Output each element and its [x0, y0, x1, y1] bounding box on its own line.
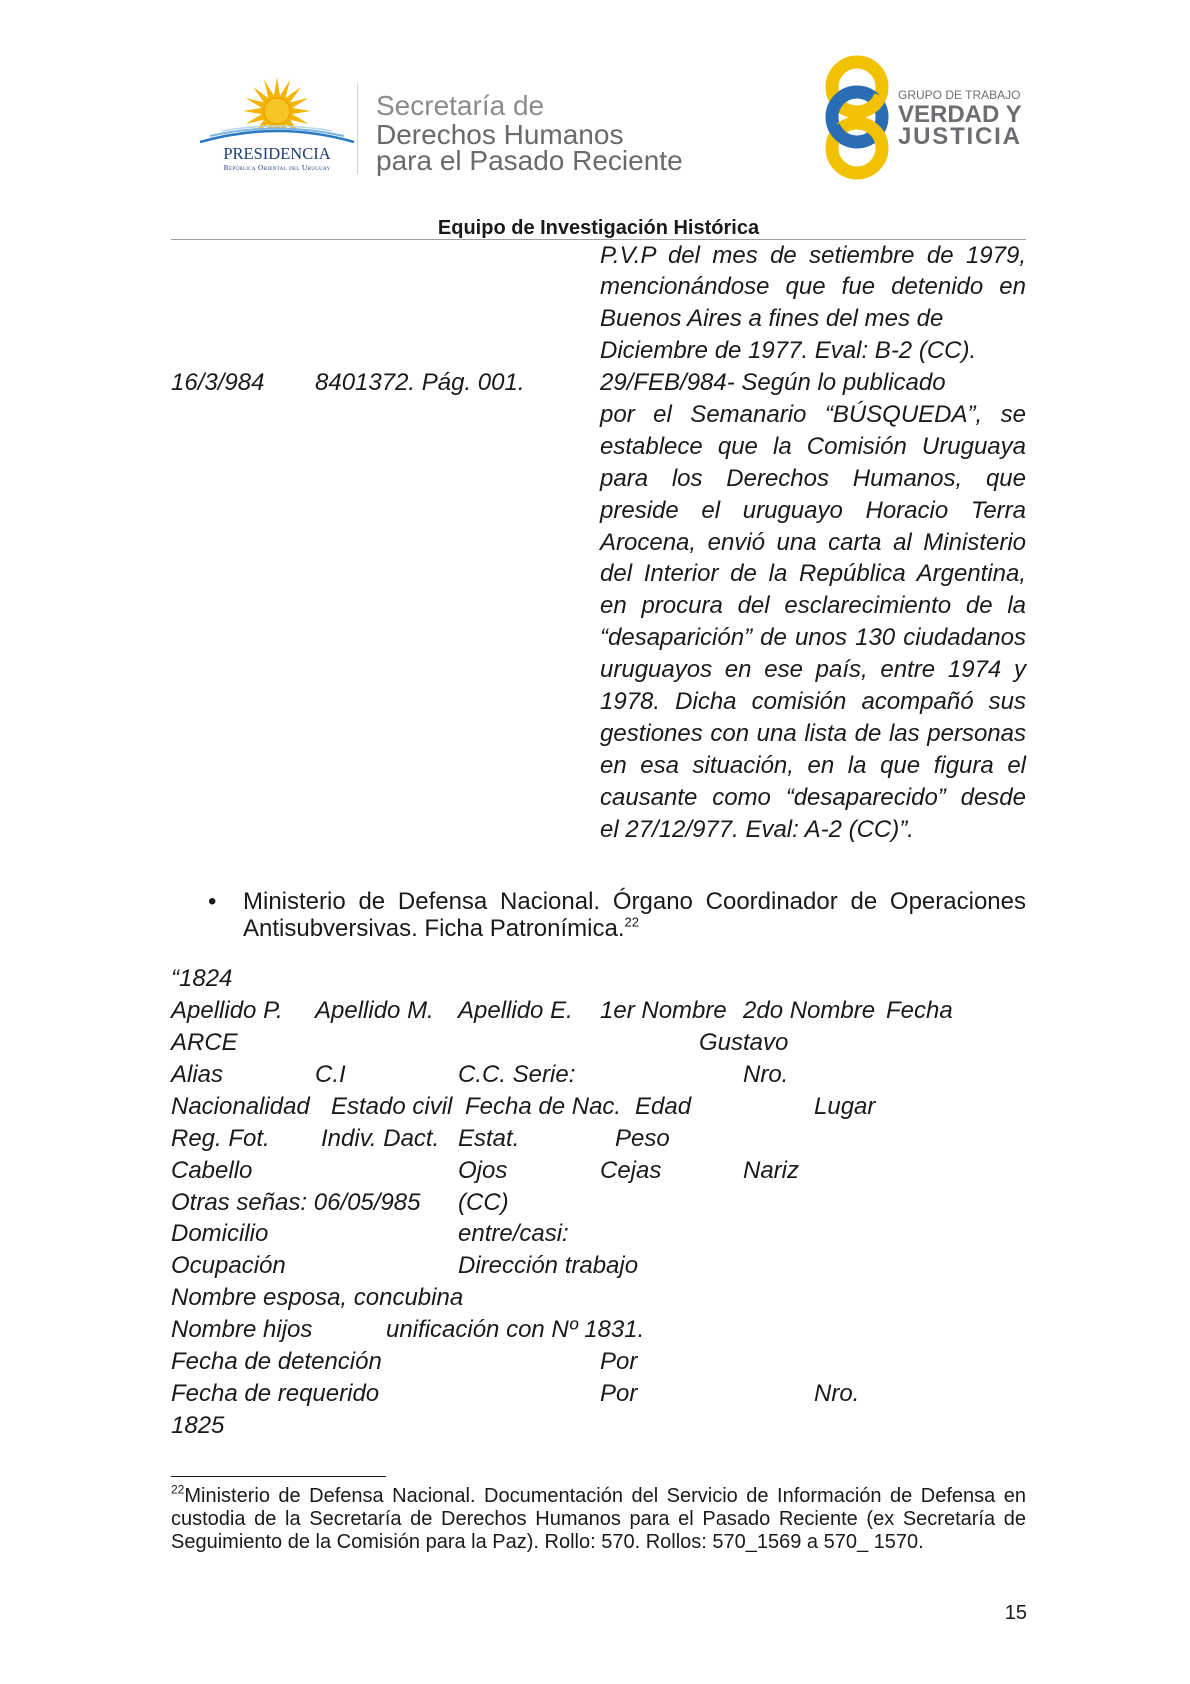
ficha-cell: Lugar: [814, 1092, 876, 1120]
ficha-cell: (CC): [458, 1188, 509, 1216]
bullet-icon: •: [208, 887, 217, 915]
ficha-row: [0, 1059, 1190, 1091]
record-line: gestiones con una lista de las personas: [600, 719, 1026, 747]
ficha-cell: entre/casi:: [458, 1220, 569, 1248]
ficha-cell: Ojos: [458, 1156, 508, 1184]
ficha-row: [0, 963, 1190, 995]
ficha-row: [0, 995, 1190, 1027]
ficha-row: [0, 1187, 1190, 1219]
ficha-cell: Estat.: [458, 1124, 520, 1152]
ficha-cell: Cejas: [600, 1156, 662, 1184]
record-line: Arocena, envió una carta al Ministerio: [600, 528, 1026, 556]
ficha-cell: Nariz: [743, 1156, 800, 1184]
ficha-cell: Domicilio: [171, 1220, 269, 1248]
ficha-cell: C.C. Serie:: [458, 1060, 576, 1088]
grupo-line-2: VERDAD Y: [898, 101, 1022, 128]
footnote-reference: 22: [624, 914, 639, 930]
ficha-cell: unificación con Nº 1831.: [386, 1316, 645, 1344]
grupo-line-1: GRUPO DE TRABAJO: [898, 88, 1021, 102]
footnote: [171, 1482, 1026, 1555]
record-line: “desaparición” de unos 130 ciudadanos: [600, 624, 1026, 652]
record-date: 16/3/984: [171, 369, 265, 397]
ficha-cell: Por: [600, 1379, 638, 1407]
team-title: Equipo de Investigación Histórica: [437, 217, 760, 239]
ficha-cell: Apellido M.: [315, 997, 434, 1025]
ficha-row: [0, 1378, 1190, 1410]
bullet-line-text: Antisubversivas. Ficha Patronímica.: [243, 914, 625, 942]
ficha-cell: 2do Nombre: [743, 997, 876, 1025]
ficha-cell: Nombre esposa, concubina: [171, 1284, 464, 1312]
secretaria-line-3: para el Pasado Reciente: [376, 145, 683, 176]
record-text: [600, 240, 1026, 846]
ficha-cell: Edad: [635, 1092, 692, 1120]
ficha-row: [0, 1091, 1190, 1123]
ficha-row: [0, 1250, 1190, 1282]
footnote-rule: [171, 1476, 386, 1477]
interlocking-rings-logo: [820, 50, 895, 186]
ficha-cell: Ocupación: [171, 1252, 286, 1280]
record-line: Buenos Aires a fines del mes de: [600, 305, 944, 333]
ficha-cell: 1er Nombre: [600, 997, 727, 1025]
grupo-line-3: JUSTICIA: [898, 123, 1022, 150]
record-line: preside el uruguayo Horacio Terra: [600, 496, 1026, 524]
ficha-cell: Nro.: [743, 1060, 789, 1088]
ficha-cell: Fecha de Nac.: [465, 1092, 622, 1120]
ficha-cell: Indiv. Dact.: [321, 1124, 440, 1152]
ficha-cell: Nombre hijos: [171, 1316, 313, 1344]
record-line: en procura del esclarecimiento de la: [600, 592, 1026, 620]
ficha-cell: Dirección trabajo: [458, 1252, 639, 1280]
footnote-line: [171, 1482, 1026, 1508]
ficha-cell: Fecha de requerido: [171, 1379, 380, 1407]
ficha-cell: Gustavo: [699, 1029, 789, 1057]
bullet-line: Ministerio de Defensa Nacional. Órgano Coordinador de Operaciones: [243, 887, 1026, 915]
record-line: por el Semanario “BÚSQUEDA”, se: [600, 400, 1026, 428]
secretaria-line-1: Secretaría de: [376, 90, 545, 121]
ficha-cell: Estado civil: [331, 1092, 453, 1120]
ficha-row: [0, 1027, 1190, 1059]
record-line: causante como “desaparecido” desde: [600, 783, 1026, 811]
bullet-item: [243, 888, 1026, 942]
secretaria-line-2: Derechos Humanos: [376, 119, 624, 150]
ficha-cell: Alias: [171, 1060, 224, 1088]
presidencia-subtitle: República Oriental del Uruguay: [223, 163, 331, 172]
ficha-cell: Apellido E.: [458, 997, 573, 1025]
ficha-row: [0, 1155, 1190, 1187]
ficha-row: [0, 1346, 1190, 1378]
ficha-cell: Nacionalidad: [171, 1092, 310, 1120]
ficha-row: [0, 1218, 1190, 1250]
footnote-number: 22: [171, 1482, 185, 1497]
ficha-row: [0, 1410, 1190, 1442]
header-separator: [357, 84, 358, 174]
ficha-cell: “1824: [171, 965, 233, 993]
footnote-line: custodia de la Secretaría de Derechos Humanos para el Pasado Reciente (ex Secretaría de: [171, 1507, 1026, 1530]
ficha-cell: Cabello: [171, 1156, 253, 1184]
ficha-cell: Fecha de detención: [171, 1347, 382, 1375]
page-number: 15: [1004, 1602, 1027, 1624]
record-line: mencionándose que fue detenido en: [600, 273, 1026, 301]
record-line: 1978. Dicha comisión acompañó sus: [600, 687, 1026, 715]
record-line: el 27/12/977. Eval: A-2 (CC)”.: [600, 815, 914, 843]
record-line: 29/FEB/984- Según lo publicado: [600, 369, 946, 397]
record-line: en esa situación, en la que figura el: [600, 751, 1026, 779]
bullet-line: [243, 915, 1026, 942]
ficha-block: [0, 963, 1190, 1441]
ficha-cell: Reg. Fot.: [171, 1124, 270, 1152]
ficha-cell: C.I: [315, 1060, 346, 1088]
ficha-cell: Apellido P.: [171, 997, 283, 1025]
record-line: P.V.P del mes de setiembre de 1979,: [600, 241, 1026, 269]
record-line: del Interior de la República Argentina,: [600, 560, 1026, 588]
ficha-cell: Otras señas: 06/05/985: [171, 1188, 421, 1216]
record-line: establece que la Comisión Uruguaya: [600, 432, 1026, 460]
presidencia-sun-logo: [196, 74, 358, 148]
ficha-row: [0, 1314, 1190, 1346]
record-line: uruguayos en ese país, entre 1974 y: [600, 656, 1026, 684]
ficha-cell: Por: [600, 1347, 638, 1375]
record-line: Diciembre de 1977. Eval: B-2 (CC).: [600, 337, 977, 365]
record-reference: 8401372. Pág. 001.: [315, 369, 525, 397]
record-line: para los Derechos Humanos, que: [600, 464, 1026, 492]
presidencia-name: PRESIDENCIA: [223, 144, 331, 163]
footnote-line-text: Ministerio de Defensa Nacional. Documentación del Servicio de Información de Defensa en: [184, 1484, 1026, 1507]
ficha-cell: Fecha: [886, 997, 953, 1025]
ficha-cell: ARCE: [171, 1029, 238, 1057]
ficha-row: [0, 1282, 1190, 1314]
ficha-cell: Peso: [615, 1124, 670, 1152]
footnote-line: Seguimiento de la Comisión para la Paz). Rollo: 570. Rollos: 570_1569 a 570_ 1570.: [171, 1531, 924, 1554]
ficha-cell: 1825: [171, 1411, 225, 1439]
ficha-cell: Nro.: [814, 1379, 860, 1407]
ficha-row: [0, 1123, 1190, 1155]
